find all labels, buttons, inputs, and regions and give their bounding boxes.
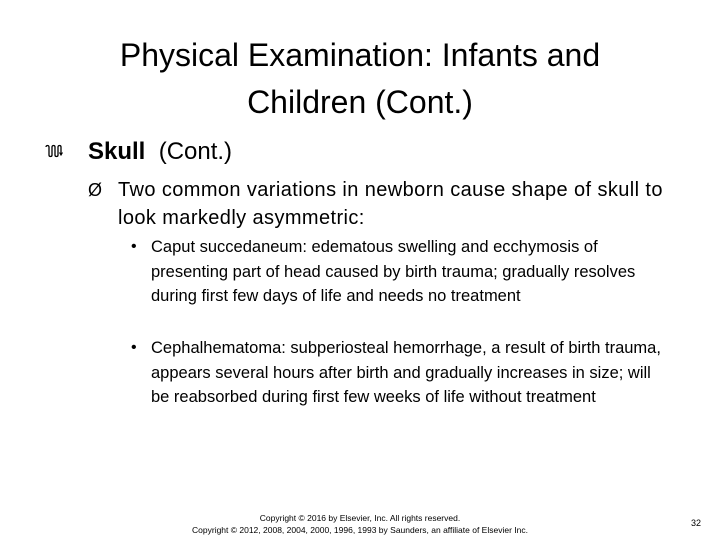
title-line-1: Physical Examination: Infants and: [119, 37, 601, 73]
copyright-footer: [150, 512, 570, 536]
section-heading-label: Skull: [88, 138, 146, 165]
sub-point-text: Caput succedaneum: edematous swelling and ecchymosis of presenting part of head caused by birth trauma; gradually resolves during first few days of life and needs no treatment: [151, 238, 636, 305]
main-point-text: Two common variations in newborn cause shape of skull to look markedly asymmetric:: [118, 179, 663, 229]
slide-title: [40, 32, 680, 126]
main-point: [88, 176, 678, 232]
title-line-2: Children (Cont.): [247, 84, 473, 120]
sub-point-cephalhematoma: [131, 336, 671, 410]
bullet-dot-icon: •: [131, 339, 137, 356]
sub-point-caput: [131, 235, 671, 309]
sub-point-text: Cephalhematoma: subperiosteal hemorrhage, a result of birth trauma, appears several hours after birth and gradually increases in size; will be reabsorbed during first few weeks of life without treatment: [151, 339, 661, 406]
section-heading: [88, 138, 232, 166]
arrow-bullet-icon: Ø: [88, 180, 103, 200]
copyright-line-1: Copyright © 2016 by Elsevier, Inc. All rights reserved.: [259, 513, 461, 523]
bullet-dot-icon: •: [131, 238, 137, 255]
copyright-line-2: Copyright © 2012, 2008, 2004, 2000, 1996, 1993 by Saunders, an affiliate of Elsevier Inc.: [192, 525, 528, 535]
section-heading-suffix: (Cont.): [158, 138, 233, 165]
scroll-bullet-icon: [44, 144, 64, 158]
page-number: 32: [690, 518, 701, 528]
